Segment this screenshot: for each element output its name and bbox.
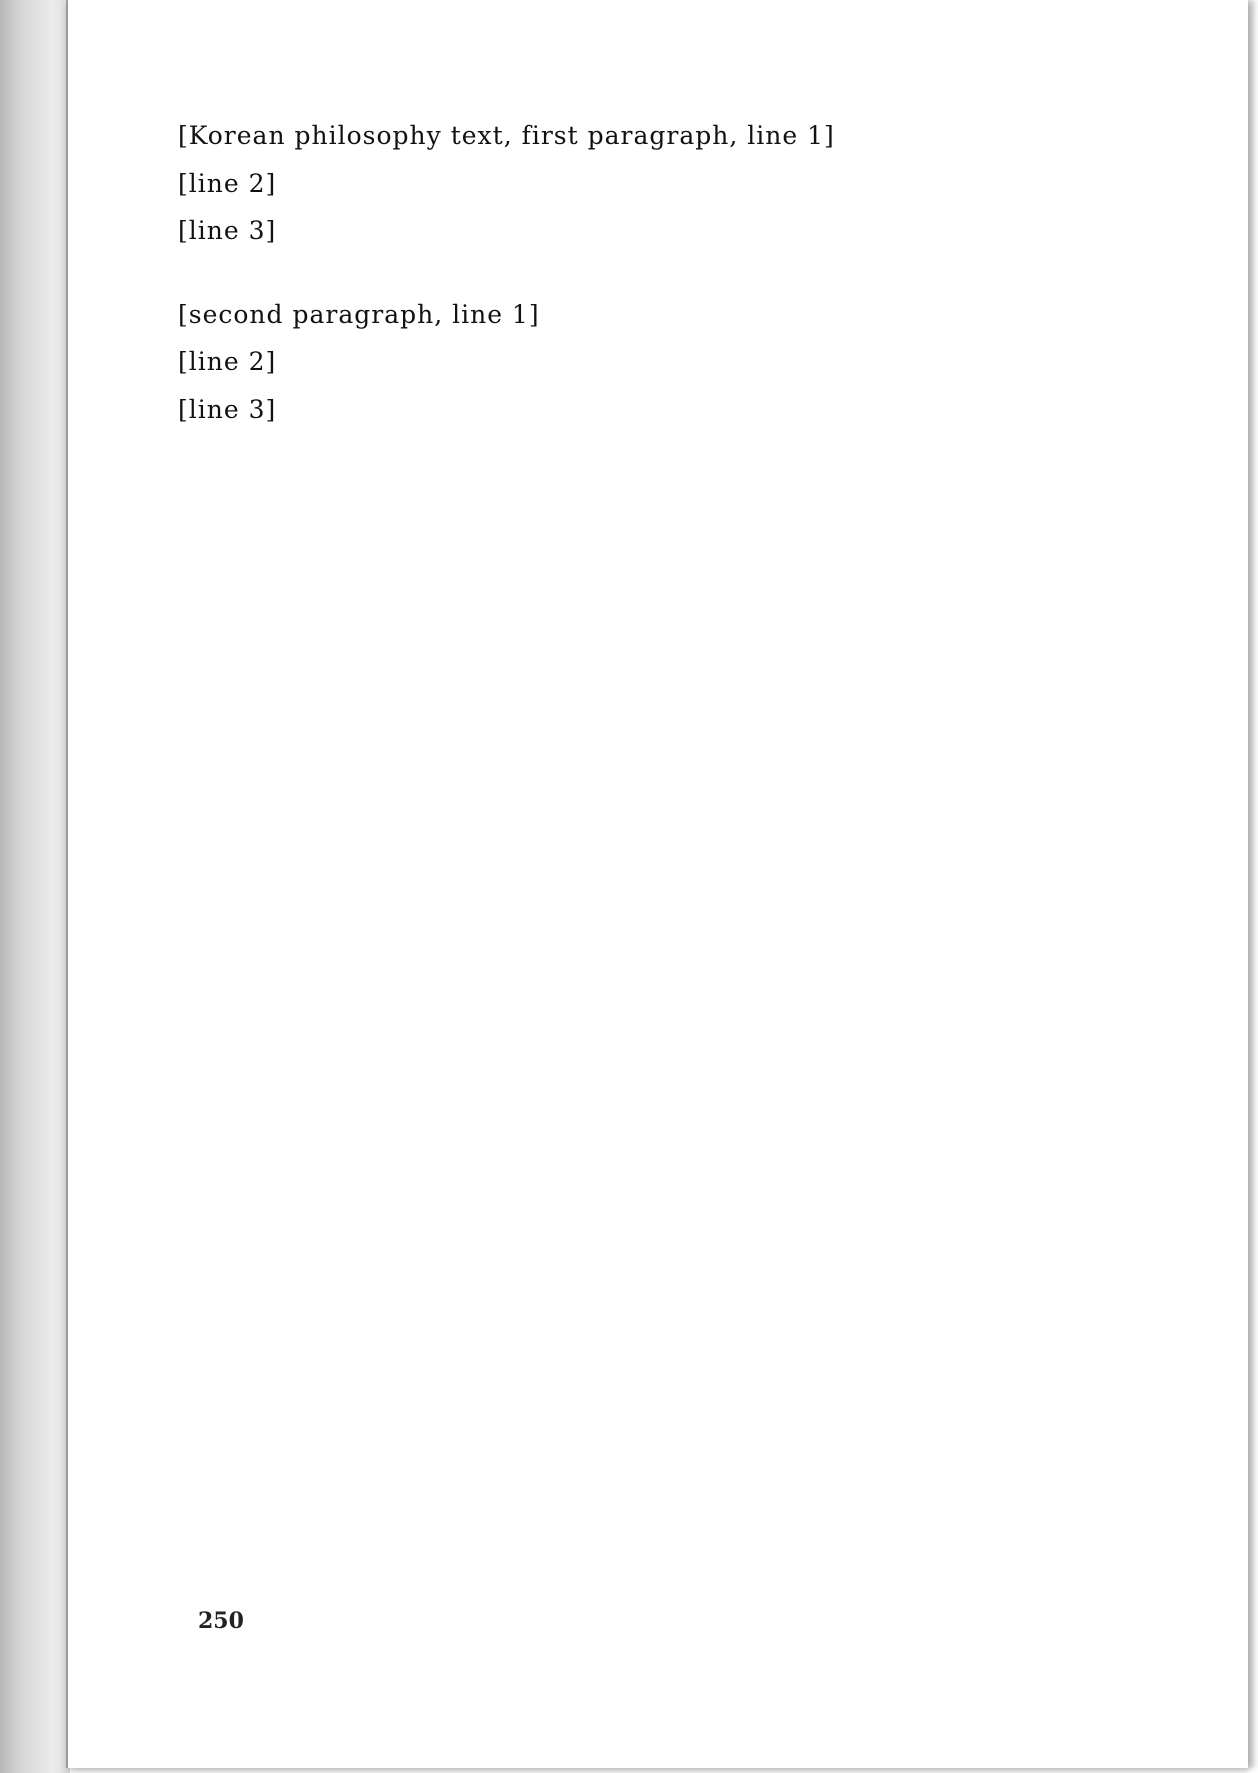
text-line: [line 3]: [178, 216, 277, 245]
paragraph-2: [178, 291, 1108, 434]
page-number: 250: [198, 1608, 244, 1634]
text-line: [line 2]: [178, 347, 277, 376]
book-spine: [0, 0, 70, 1773]
body-text: [178, 112, 1108, 433]
paragraph-1: [178, 112, 1108, 255]
text-line: [line 3]: [178, 394, 277, 424]
text-line: [line 2]: [178, 168, 277, 198]
text-line: [Korean philosophy text, first paragraph, line 1]: [178, 121, 835, 150]
text-line: [second paragraph, line 1]: [178, 299, 540, 329]
